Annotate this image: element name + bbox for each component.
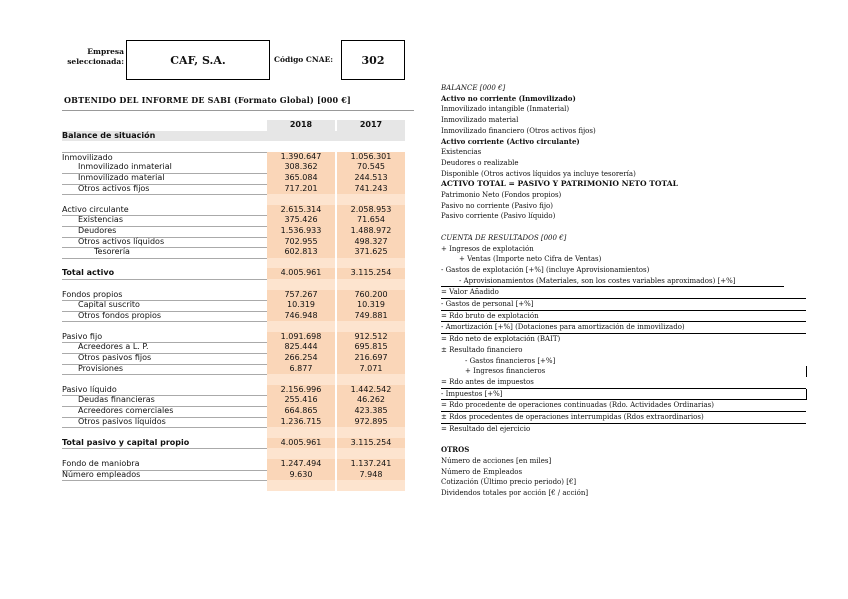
row-label: Otros fondos propios [62,311,267,323]
results-item: ± Resultado financiero [441,345,523,354]
results-item: - Gastos financieros [+%] [465,356,556,365]
spacer-row [62,258,414,269]
selected-company-label: Empresa seleccionada: [67,47,124,66]
spacer-row [62,427,414,438]
row-label: Pasivo fijo [62,332,267,344]
balance-sheet-table [62,120,414,491]
results-item: - Gastos de explotación [+%] (incluye Aprovisionamientos) [441,265,650,274]
table-row[interactable] [62,395,414,406]
table-row[interactable] [62,162,414,173]
cell-2017[interactable]: 216.697 [337,353,405,364]
row-label: Fondo de maniobra [62,459,267,471]
cell-2017[interactable]: 1.488.972 [337,226,405,237]
balance-title: BALANCE [000 €] [441,84,506,92]
cell-2017[interactable]: 7.071 [337,364,405,375]
year-header-row [62,120,414,131]
table-row[interactable] [62,332,414,343]
company-name-box[interactable] [126,40,270,80]
row-label: Otros activos líquidos [62,237,267,249]
cell-2017[interactable]: 1.056.301 [337,152,405,163]
results-title: CUENTA DE RESULTADOS [000 €] [441,233,567,242]
balance-item: Inmovilizado financiero (Otros activos fijos) [441,126,596,135]
table-row[interactable] [62,300,414,311]
results-item: = Rdo neto de explotación (BAIT) [441,335,561,344]
cell-2018[interactable]: 746.948 [267,311,335,322]
cell-2018[interactable]: 1.247.494 [267,459,335,470]
row-label: Acreedores a L. P. [62,342,267,354]
reference-column [441,83,811,499]
results-item: + Ventas (Importe neto Cifra de Ventas) [459,255,602,264]
cell-2017[interactable]: 498.327 [337,237,405,248]
year-2017-header[interactable]: 2017 [337,120,405,132]
cell-2017[interactable]: 71.654 [337,215,405,226]
results-item: - Aprovisionamientos (Materiales, son los costes variables aproximados) [+%] [441,276,784,288]
balance-item: Deudores o realizable [441,158,519,167]
cell-2018[interactable]: 757.267 [267,290,335,301]
cell-2018[interactable]: 365.084 [267,173,335,184]
spacer-row [62,448,414,459]
results-item: - Amortización [+%] (Dotaciones para amortización de inmovilizado) [441,322,806,334]
row-label: Inmovilizado [62,152,267,164]
table-row[interactable] [62,290,414,301]
cell-2018[interactable]: 717.201 [267,184,335,195]
table-row[interactable] [62,342,414,353]
results-item: ± Rdos procedentes de operaciones interrumpidas (Rdos extraordinarios) [441,412,806,424]
row-label: Provisiones [62,364,267,376]
cell-2017[interactable]: 3.115.254 [337,438,405,449]
cnae-code-box[interactable] [341,40,405,80]
cell-2017[interactable]: 423.385 [337,406,405,417]
cnae-label: Código CNAE: [274,55,334,64]
cell-2017[interactable]: 760.200 [337,290,405,301]
cell-2018[interactable]: 9.630 [267,470,335,481]
cell-2017[interactable]: 10.319 [337,300,405,311]
row-label: Fondos propios [62,290,267,302]
table-row[interactable] [62,205,414,216]
otros-item: Dividendos totales por acción [€ / acción] [441,488,589,497]
results-item: + Ingresos financieros [441,366,807,377]
row-label: Acreedores comerciales [62,406,267,418]
cell-2018[interactable]: 2.615.314 [267,205,335,216]
report-title: OBTENIDO DEL INFORME DE SABI (Formato Global) [000 €] [64,95,352,105]
results-item: = Rdo procedente de operaciones continuadas (Rdo. Actividades Ordinarias) [441,400,806,412]
balance-total: ACTIVO TOTAL = PASIVO Y PATRIMONIO NETO TOTAL [441,179,678,189]
table-row[interactable] [62,173,414,184]
balance-item: Existencias [441,148,482,157]
cell-2018[interactable]: 266.254 [267,353,335,364]
spacer-row [62,194,414,205]
results-item: = Resultado del ejercicio [441,424,531,433]
cell-2018[interactable]: 4.005.961 [267,268,335,279]
cell-2017[interactable]: 371.625 [337,247,405,258]
company-name: CAF, S.A. [170,53,226,67]
row-label: Inmovilizado inmaterial [62,162,267,174]
results-item: = Rdo antes de impuestos [441,377,806,389]
title-divider [62,110,414,111]
row-label: Otros activos fijos [62,184,267,196]
cell-2017[interactable]: 695.815 [337,342,405,353]
row-label: Otros pasivos fijos [62,353,267,365]
cell-2017[interactable]: 244.513 [337,173,405,184]
table-row[interactable] [62,459,414,470]
cell-2017[interactable]: 972.895 [337,417,405,428]
row-label: Existencias [62,215,267,227]
balance-item: Inmovilizado intangible (Inmaterial) [441,105,570,114]
results-item: - Gastos de personal [+%] [441,299,806,311]
cell-2017[interactable]: 2.058.953 [337,205,405,216]
row-label: Capital suscrito [62,300,267,312]
row-label: Tesorería [62,247,267,259]
balance-item: Inmovilizado material [441,116,519,125]
table-row[interactable] [62,353,414,364]
otros-item: Cotización (Último precio periodo) [€] [441,478,577,487]
table-row[interactable] [62,406,414,417]
table-row[interactable] [62,247,414,258]
cell-2017[interactable]: 46.262 [337,395,405,406]
cell-2018[interactable]: 2.156.996 [267,385,335,396]
table-row[interactable] [62,364,414,375]
row-label: Deudas financieras [62,395,267,407]
balance-item: Disponible (Otros activos líquidos ya incluye tesorería) [441,169,636,178]
table-row[interactable] [62,385,414,396]
table-row[interactable] [62,226,414,237]
row-label: Número empleados [62,470,267,482]
results-item: - Impuestos [+%] [441,389,807,401]
table-row[interactable] [62,417,414,428]
cell-2018[interactable]: 255.416 [267,395,335,406]
cnae-code: 302 [361,53,385,67]
table-row[interactable] [62,184,414,195]
cell-2018[interactable]: 664.865 [267,406,335,417]
row-label: Total pasivo y capital propio [62,438,267,450]
spacer-row [62,374,414,385]
cell-2018[interactable]: 375.426 [267,215,335,226]
table-row[interactable] [62,470,414,481]
spacer-row [62,279,414,290]
cell-2017[interactable]: 3.115.254 [337,268,405,279]
section-title: Balance de situación [62,131,405,142]
cell-2018[interactable]: 308.362 [267,162,335,173]
spacer-row [62,480,414,491]
balance-item: Pasivo corriente (Pasivo líquido) [441,212,556,221]
table-row[interactable] [62,438,414,449]
cell-2017[interactable]: 912.512 [337,332,405,343]
balance-item: Pasivo no corriente (Pasivo fijo) [441,201,553,210]
balance-item: Activo no corriente (Inmovilizado) [441,93,576,103]
section-header-row [62,131,414,142]
otros-item: Número de Empleados [441,467,523,476]
cell-2017[interactable]: 1.442.542 [337,385,405,396]
cell-2017[interactable]: 7.948 [337,470,405,481]
cell-2018[interactable]: 6.877 [267,364,335,375]
cell-2018[interactable]: 1.390.647 [267,152,335,163]
spacer-row [62,141,414,152]
cell-2018[interactable]: 1.536.933 [267,226,335,237]
results-item: + Ingresos de explotación [441,244,534,253]
cell-2018[interactable]: 1.236.715 [267,417,335,428]
table-row[interactable] [62,152,414,163]
otros-title: OTROS [441,445,470,455]
table-row[interactable] [62,215,414,226]
table-row[interactable] [62,268,414,279]
table-row[interactable] [62,237,414,248]
cell-2017[interactable]: 749.881 [337,311,405,322]
balance-item: Patrimonio Neto (Fondos propios) [441,191,562,200]
year-2018-header[interactable]: 2018 [267,120,335,132]
row-label: Activo circulante [62,205,267,217]
table-row[interactable] [62,311,414,322]
row-label: Otros pasivos líquidos [62,417,267,429]
results-item: = Rdo bruto de explotación [441,311,806,323]
row-label: Total activo [62,268,267,280]
results-item: = Valor Añadido [441,287,806,299]
cell-2017[interactable]: 741.243 [337,184,405,195]
cell-2018[interactable]: 702.955 [267,237,335,248]
balance-item: Activo corriente (Activo circulante) [441,136,580,146]
cell-2017[interactable]: 1.137.241 [337,459,405,470]
otros-item: Número de acciones [en miles] [441,456,552,465]
spacer-row [62,321,414,332]
cell-2018[interactable]: 4.005.961 [267,438,335,449]
cell-2018[interactable]: 10.319 [267,300,335,311]
row-label: Pasivo líquido [62,385,267,397]
cell-2018[interactable]: 1.091.698 [267,332,335,343]
row-label: Deudores [62,226,267,238]
cell-2018[interactable]: 825.444 [267,342,335,353]
cell-2017[interactable]: 70.545 [337,162,405,173]
cell-2018[interactable]: 602.813 [267,247,335,258]
row-label: Inmovilizado material [62,173,267,185]
